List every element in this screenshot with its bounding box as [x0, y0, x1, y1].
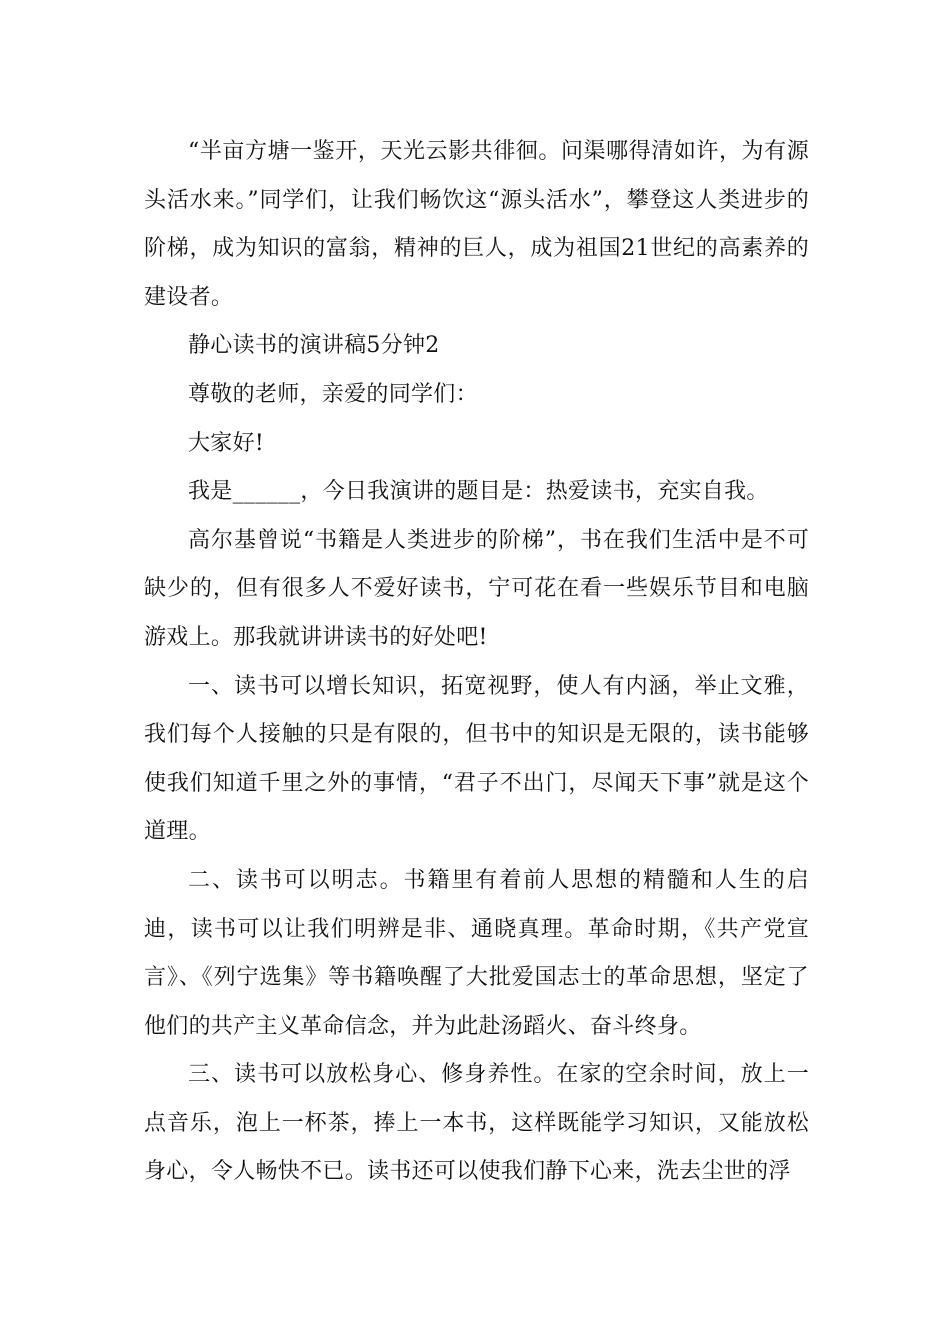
speech-topic: 我是______，今日我演讲的题目是：热爱读书，充实自我。 — [188, 479, 769, 505]
paragraph-point-two: 二、读书可以明志。书籍里有着前人思想的精髓和人生的启迪，读书可以让我们明辨是非、通晓真理。革命时期，《共产党宣言》、《列宁选集》等书籍唤醒了大批爱国志士的革命思想，坚定了他们的共产主义革命信念，并为此赴汤蹈火、奋斗终身。 — [144, 867, 809, 1039]
paragraph-intro: 高尔基曾说“书籍是人类进步的阶梯”，书在我们生活中是不可缺少的，但有很多人不爱好读书，宁可花在看一些娱乐节目和电脑游戏上。那我就讲讲读书的好处吧! — [144, 527, 809, 650]
paragraph-point-three: 三、读书可以放松身心、修身养性。在家的空余时间，放上一点音乐，泡上一杯茶，捧上一本书，这样既能学习知识，又能放松身心，令人畅快不已。读书还可以使我们静下心来，洗去尘世的浮 — [144, 1062, 809, 1185]
paragraph-point-one: 一、读书可以增长知识，拓宽视野，使人有内涵，举止文雅，我们每个人接触的只是有限的，但书中的知识是无限的，读书能够使我们知道千里之外的事情，“君子不出门，尽闻天下事”就是这个道理。 — [144, 673, 809, 845]
greeting: 大家好! — [188, 430, 265, 456]
salutation: 尊敬的老师，亲爱的同学们： — [188, 381, 478, 407]
document-body — [144, 128, 809, 1197]
section-heading: 静心读书的演讲稿5分钟2 — [188, 333, 440, 359]
paragraph-poem-conclusion: “半亩方塘一鉴开，天光云影共徘徊。问渠哪得清如许，为有源头活水来。”同学们，让我们畅饮这“源头活水”，攀登这人类进步的阶梯，成为知识的富翁，精神的巨人，成为祖国21世纪的高素养的建设者。 — [144, 139, 809, 310]
